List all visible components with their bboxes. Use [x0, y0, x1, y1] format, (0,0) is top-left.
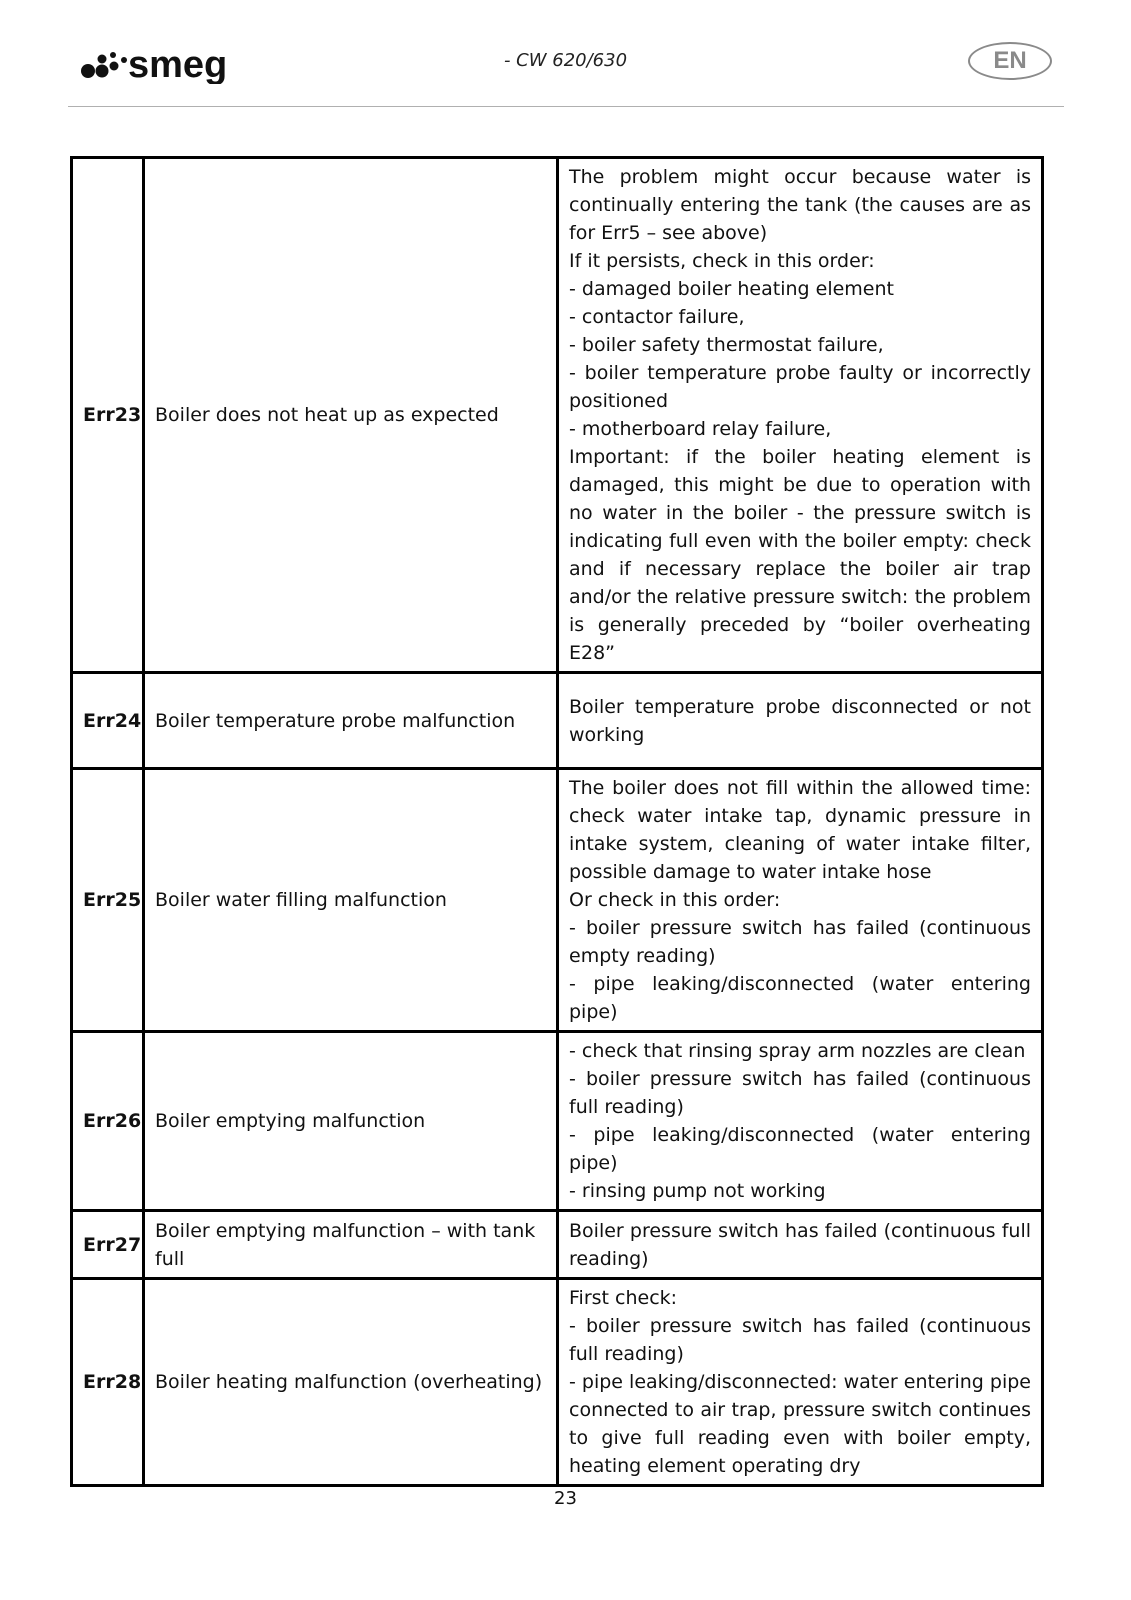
solution-line: - contactor failure, [569, 306, 745, 328]
solution-line: - boiler safety thermostat failure, [569, 334, 884, 356]
solution-line: Important: if the boiler heating element is damaged, this might be due to operation with no water in the boiler - the pressure switch is indicating full even with the boiler empty: check and if necessary replace the boiler air trap and/or the relative pressure switch: the problem is generally preceded by “boiler overheating E28” [569, 446, 1031, 664]
document-title: - CW 620/630 [503, 50, 628, 71]
table-row [72, 769, 1043, 1032]
error-code: Err23 [72, 158, 144, 673]
page-number: 23 [554, 1488, 577, 1509]
solution-line: - boiler pressure switch has failed (continuous full reading) [569, 1315, 1031, 1365]
solution-line: - pipe leaking/disconnected (water entering pipe) [569, 973, 1031, 1023]
table-row [72, 1211, 1043, 1279]
language-badge: EN [968, 42, 1052, 80]
solution-line: - boiler pressure switch has failed (continuous empty reading) [569, 917, 1031, 967]
error-code: Err27 [72, 1211, 144, 1279]
page-header [0, 0, 1131, 108]
solution-line: Boiler pressure switch has failed (continuous full reading) [569, 1219, 1031, 1270]
error-solution [558, 673, 1043, 769]
error-description: Boiler emptying malfunction [144, 1032, 558, 1211]
error-code: Err26 [72, 1032, 144, 1211]
solution-line: The boiler does not fill within the allowed time: check water intake tap, dynamic pressure in intake system, cleaning of water intake filter, possible damage to water intake hose [569, 777, 1031, 883]
header-divider [68, 106, 1064, 107]
solution-line: Or check in this order: [569, 889, 781, 911]
error-description: Boiler emptying malfunction – with tank full [144, 1211, 558, 1279]
error-code: Err28 [72, 1279, 144, 1486]
table-row [72, 1032, 1043, 1211]
error-solution [558, 158, 1043, 673]
error-code-table [70, 156, 1044, 1487]
error-solution [558, 1211, 1043, 1279]
solution-line: - pipe leaking/disconnected: water entering pipe connected to air trap, pressure switch continues to give full reading even with boiler empty, heating element operating dry [569, 1371, 1031, 1477]
solution-line: The problem might occur because water is continually entering the tank (the causes are as for Err5 – see above) [569, 166, 1031, 244]
solution-line: Boiler temperature probe disconnected or not working [569, 695, 1031, 746]
error-solution [558, 1032, 1043, 1211]
error-description: Boiler temperature probe malfunction [144, 673, 558, 769]
error-description: Boiler water filling malfunction [144, 769, 558, 1032]
solution-line: First check: [569, 1287, 678, 1309]
table-row [72, 1279, 1043, 1486]
solution-line: - boiler pressure switch has failed (continuous full reading) [569, 1068, 1031, 1118]
error-description: Boiler heating malfunction (overheating) [144, 1279, 558, 1486]
solution-line: - pipe leaking/disconnected (water entering pipe) [569, 1124, 1031, 1174]
error-solution [558, 769, 1043, 1032]
solution-line: - motherboard relay failure, [569, 418, 832, 440]
smeg-logo-wordmark: smeg [128, 44, 228, 84]
error-code: Err25 [72, 769, 144, 1032]
table-row [72, 673, 1043, 769]
error-description: Boiler does not heat up as expected [144, 158, 558, 673]
solution-line: - check that rinsing spray arm nozzles are clean [569, 1040, 1026, 1062]
solution-line: - boiler temperature probe faulty or incorrectly positioned [569, 362, 1031, 412]
solution-line: If it persists, check in this order: [569, 250, 875, 272]
table-row [72, 158, 1043, 673]
error-solution [558, 1279, 1043, 1486]
solution-line: - damaged boiler heating element [569, 278, 894, 300]
solution-line: - rinsing pump not working [569, 1180, 826, 1202]
error-code: Err24 [72, 673, 144, 769]
